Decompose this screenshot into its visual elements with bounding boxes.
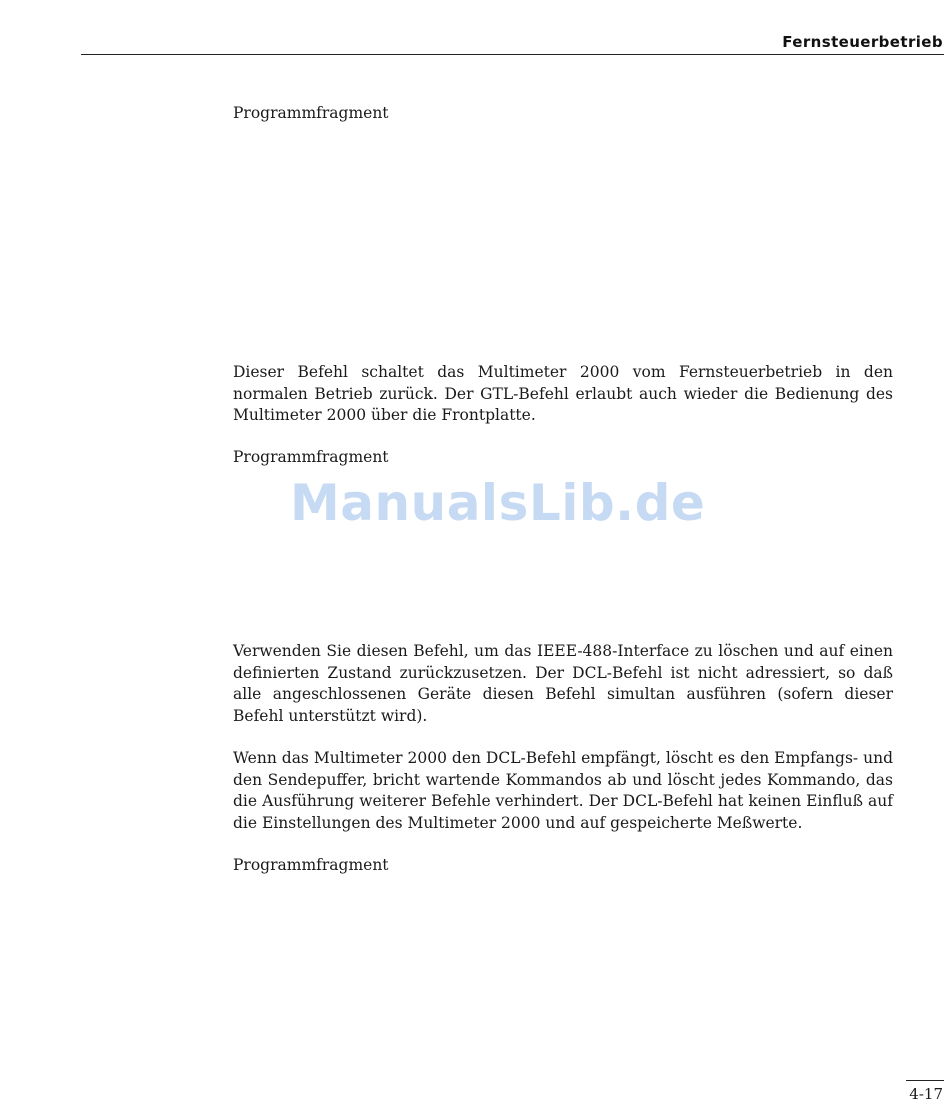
dcl-effects-paragraph: Wenn das Multimeter 2000 den DCL-Befehl empfängt, löscht es den Empfangs- und den Sendepuffer, bricht wartende Kommandos ab und löscht jedes Kommando, das die Ausführung weiterer Befehle verhindert. Der DCL-Befehl hat keinen Einfluß auf die Einstellungen des Multimeter 2000 und auf gespeicherte Meßwerte. bbox=[233, 749, 893, 832]
watermark-text: ManualsLib.de bbox=[290, 474, 706, 532]
program-fragment-label-1: Programmfragment bbox=[233, 104, 389, 122]
footer-rule bbox=[906, 1080, 944, 1081]
dcl-description-paragraph: Verwenden Sie diesen Befehl, um das IEEE-488-Interface zu löschen und auf einen definierten Zustand zurückzusetzen. Der DCL-Befehl ist nicht adressiert, so daß alle angeschlossenen Geräte diesen Befehl simultan ausführen (sofern dieser Befehl unterstützt wird). bbox=[233, 642, 893, 725]
header-rule bbox=[81, 54, 944, 55]
running-header-title: Fernsteuerbetrieb bbox=[782, 33, 943, 51]
program-fragment-label-3: Programmfragment bbox=[233, 856, 389, 874]
gtl-description-paragraph: Dieser Befehl schaltet das Multimeter 2000 vom Fernsteuerbetrieb in den normalen Betrieb zurück. Der GTL-Befehl erlaubt auch wieder die Bedienung des Multimeter 2000 über die Frontplatte. bbox=[233, 363, 893, 424]
program-fragment-label-2: Programmfragment bbox=[233, 448, 389, 466]
page-number: 4-17 bbox=[909, 1085, 943, 1103]
